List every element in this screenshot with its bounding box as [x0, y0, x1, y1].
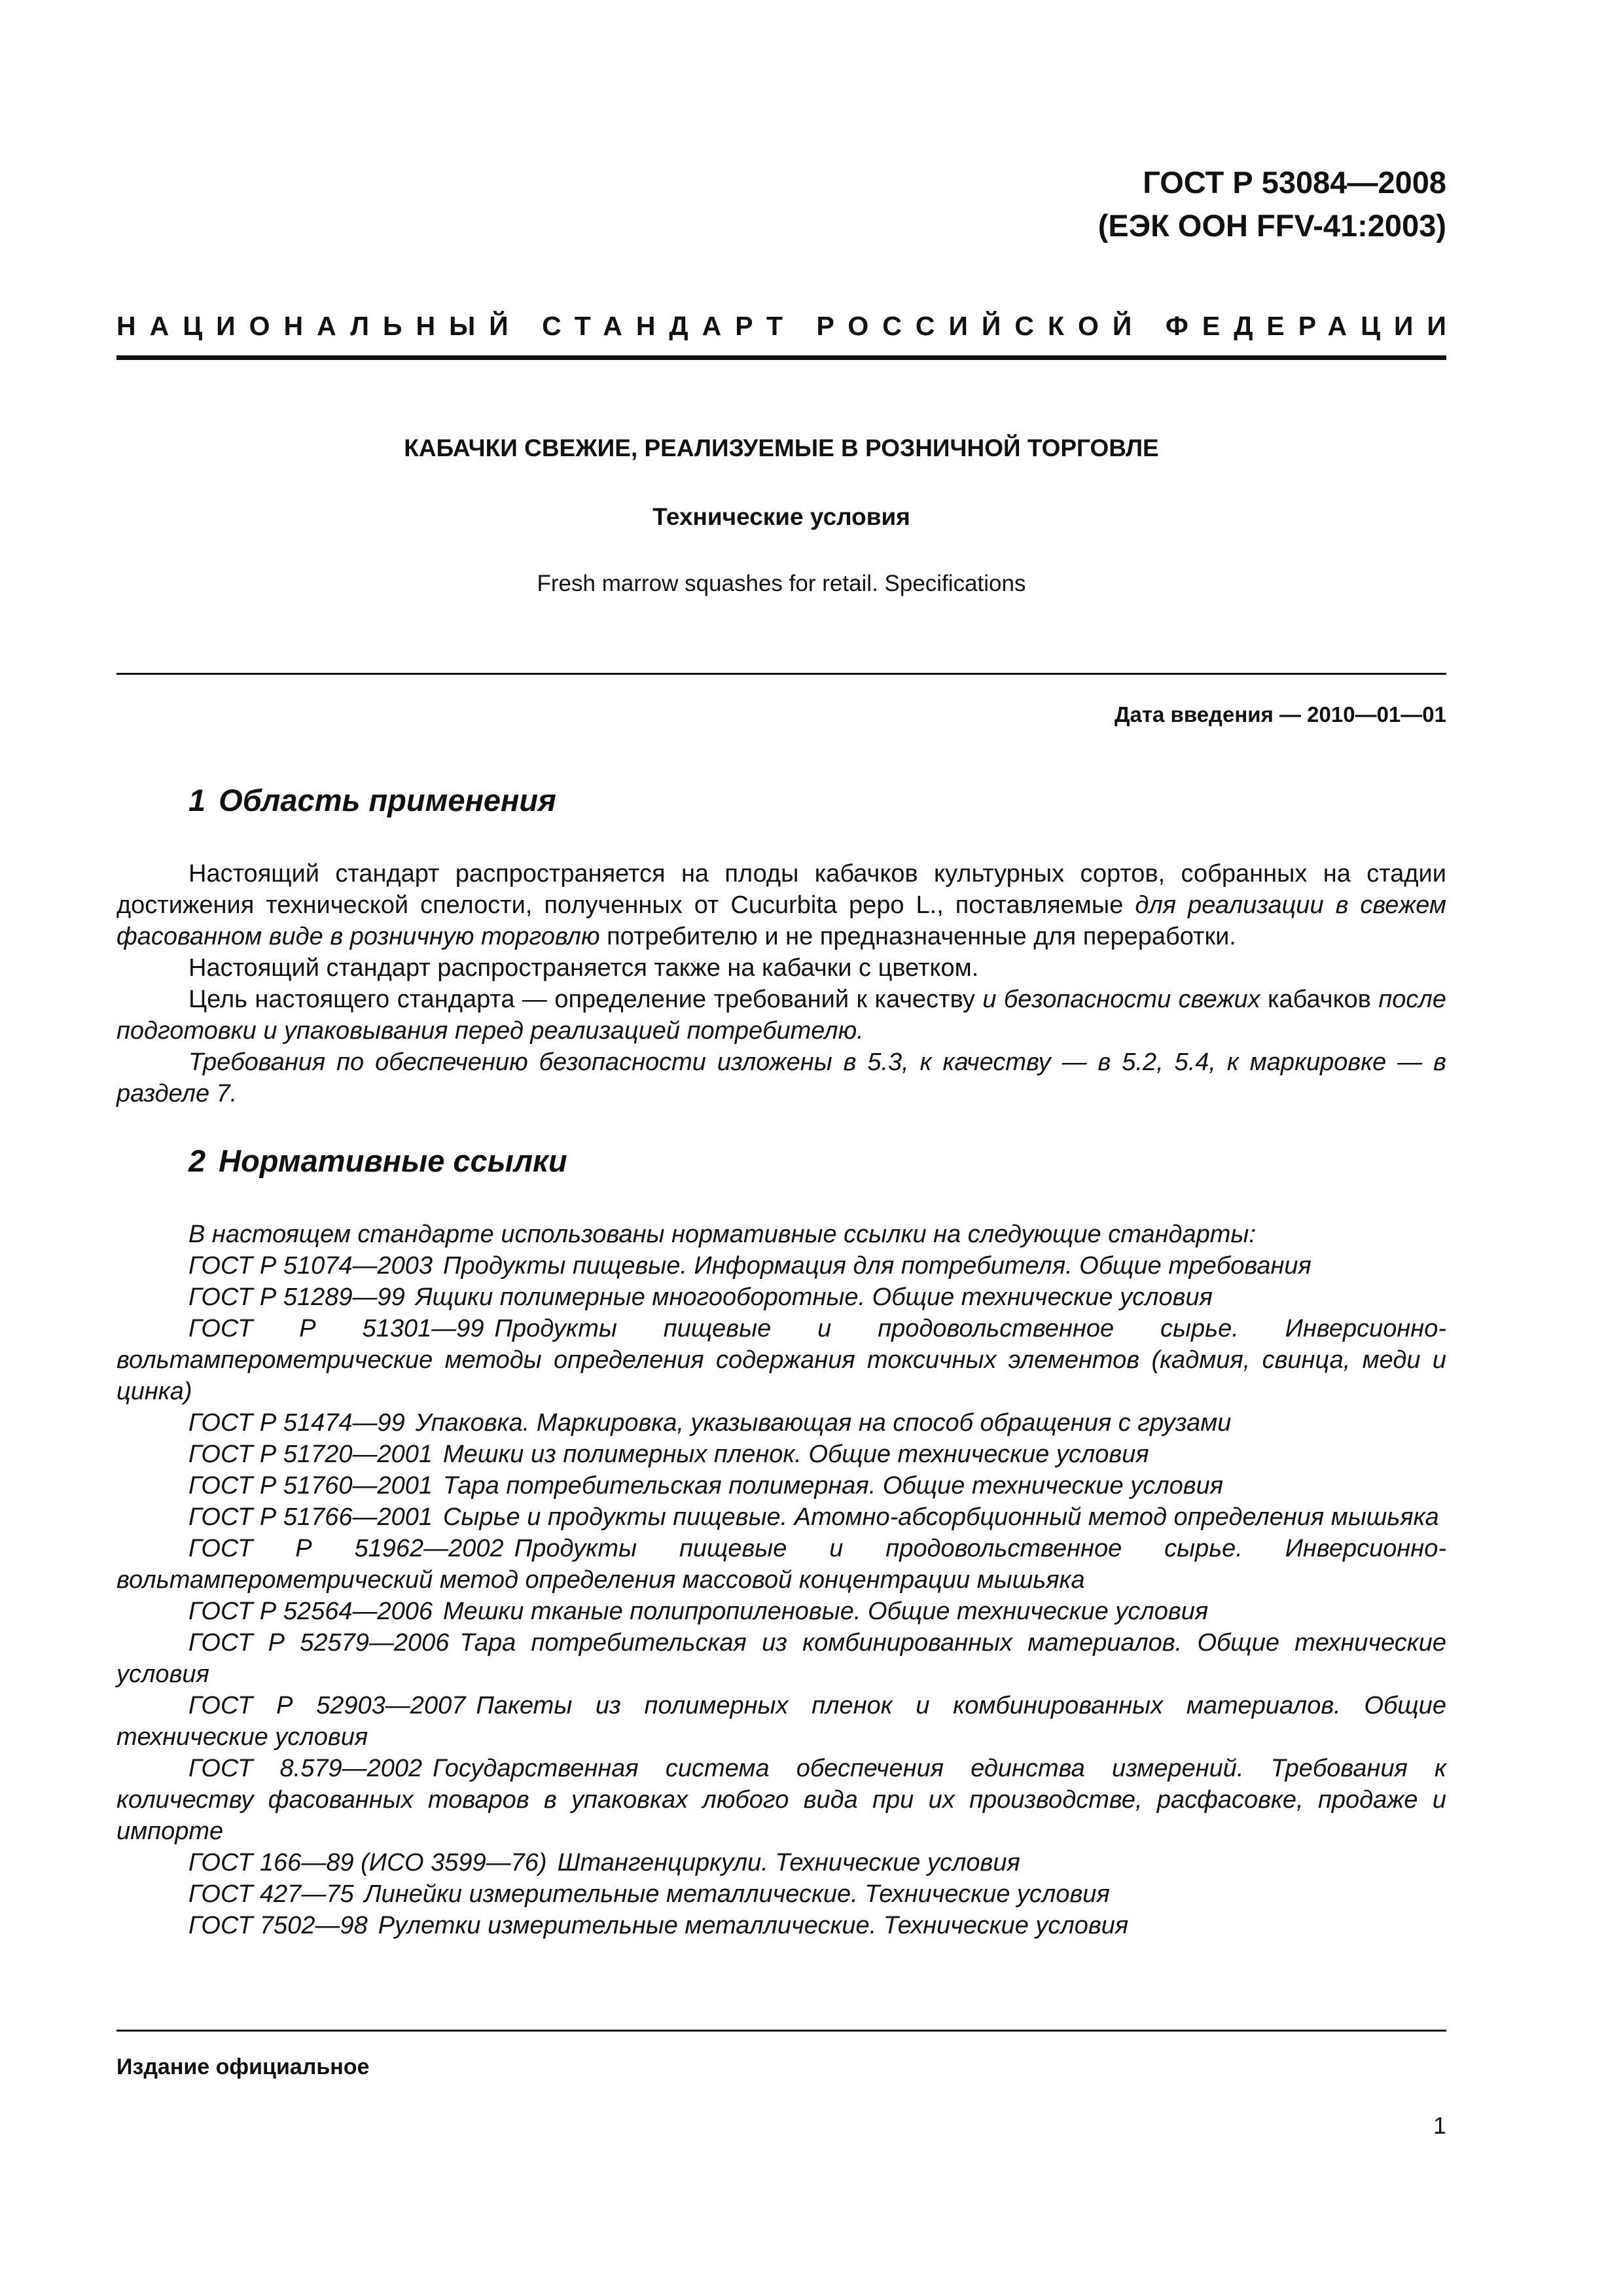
text-run: потребителю и не предназначенные для переработки.	[599, 923, 1236, 950]
reference-title: Государственная система обеспечения единства измерений. Требования к количеству фасованных товаров в упаковках любого вида при их производстве, расфасовке, продаже и импорте	[116, 1755, 1447, 1845]
reference-code: ГОСТ Р 51289—99	[188, 1283, 405, 1311]
page-number: 1	[1433, 2112, 1446, 2139]
reference-item	[116, 1878, 1446, 1910]
reference-code: ГОСТ Р 52579—2006	[188, 1629, 450, 1657]
reference-code: ГОСТ Р 51962—2002	[188, 1535, 504, 1562]
reference-code: ГОСТ Р 52903—2007	[188, 1692, 466, 1719]
reference-title: Упаковка. Маркировка, указывающая на способ обращения с грузами	[415, 1409, 1232, 1437]
reference-title: Продукты пищевые. Информация для потребителя. Общие требования	[443, 1252, 1311, 1280]
paragraph	[116, 984, 1446, 1047]
reference-item	[116, 1690, 1446, 1753]
gost-designation	[1098, 161, 1446, 247]
gost-number: ГОСТ Р 53084—2008	[1143, 165, 1446, 200]
reference-title: Продукты пищевые и продовольственное сырье. Инверсионно-вольтамперометрический метод определения массовой концентрации мышьяка	[116, 1535, 1446, 1594]
reference-item	[116, 1439, 1446, 1470]
reference-item	[116, 1533, 1446, 1596]
text-run-italic: и безопасности свежих	[982, 986, 1260, 1013]
reference-code: ГОСТ Р 51766—2001	[188, 1503, 433, 1531]
banner-word: РОССИЙСКОЙ	[816, 310, 1146, 341]
paragraph: Требования по обеспечению безопасности изложены в 5.3, к качеству — в 5.2, 5.4, к маркировке — в разделе 7.	[116, 1049, 1446, 1107]
reference-code: ГОСТ Р 51474—99	[188, 1409, 405, 1437]
reference-code: ГОСТ 427—75	[188, 1880, 354, 1908]
title-divider	[116, 673, 1446, 675]
reference-title: Ящики полимерные многооборотные. Общие технические условия	[415, 1283, 1213, 1311]
text-run: Настоящий стандарт распространяется на плоды кабачков культурных сортов, собранных на стадии достижения технической спелости, полученных от Cucurbita pepo L., поставляемые	[116, 860, 1446, 919]
reference-code: ГОСТ 7502—98	[188, 1912, 368, 1939]
banner-word: НАЦИОНАЛЬНЫЙ	[116, 310, 522, 341]
banner-word: ФЕДЕРАЦИИ	[1165, 310, 1460, 341]
reference-item	[116, 1282, 1446, 1313]
reference-title: Пакеты из полимерных пленок и комбинированных материалов. Общие технические условия	[116, 1692, 1446, 1751]
reference-code: ГОСТ 8.579—2002	[188, 1755, 423, 1782]
reference-title: Мешки из полимерных пленок. Общие технические условия	[443, 1441, 1149, 1468]
reference-title: Тара потребительская из комбинированных материалов. Общие технические условия	[116, 1629, 1446, 1688]
reference-code: ГОСТ Р 51074—2003	[188, 1252, 433, 1280]
reference-item	[116, 1627, 1446, 1690]
reference-code: ГОСТ 166—89 (ИСО 3599—76)	[188, 1849, 547, 1876]
document-subtitle: Технические условия	[652, 503, 910, 530]
section-title: Нормативные ссылки	[219, 1143, 567, 1178]
official-edition-label: Издание официальное	[116, 2054, 370, 2079]
section-number: 1	[188, 783, 206, 817]
section-normative-references	[116, 1143, 1446, 1941]
reference-item	[116, 1313, 1446, 1407]
text-run: Цель настоящего стандарта — определение требований к качеству	[188, 986, 983, 1013]
reference-code: ГОСТ Р 51760—2001	[188, 1472, 433, 1499]
header-divider	[116, 355, 1446, 360]
reference-item	[116, 1847, 1446, 1878]
reference-item	[116, 1407, 1446, 1439]
reference-title: Линейки измерительные металлические. Технические условия	[364, 1880, 1110, 1908]
reference-title: Рулетки измерительные металлические. Технические условия	[378, 1912, 1129, 1939]
text-run-italic: для реализации в свежем фасованном виде в розничную торговлю	[116, 891, 1447, 950]
reference-item	[116, 1910, 1446, 1941]
national-standard-banner	[116, 306, 1460, 346]
section-heading	[188, 1143, 1446, 1179]
document-title-english: Fresh marrow squashes for retail. Specifications	[537, 571, 1026, 596]
paragraph: Настоящий стандарт распространяется также на кабачки с цветком.	[188, 954, 979, 982]
section-heading	[188, 782, 1446, 819]
reference-code: ГОСТ Р 52564—2006	[188, 1598, 433, 1625]
text-run: кабачков	[1260, 986, 1379, 1013]
reference-item	[116, 1470, 1446, 1501]
gost-equivalent: (ЕЭК ООН FFV-41:2003)	[1097, 208, 1446, 243]
introduction-date: Дата введения — 2010—01—01	[1115, 702, 1446, 726]
text-run-italic: после подготовки и упаковывания перед реализацией потребителю.	[116, 986, 1446, 1045]
reference-title: Штангенциркули. Технические условия	[557, 1849, 1020, 1876]
section-title: Область применения	[219, 783, 556, 817]
paragraph	[116, 858, 1446, 952]
reference-title: Сырье и продукты пищевые. Атомно-абсорбционный метод определения мышьяка	[443, 1503, 1439, 1531]
section-number: 2	[188, 1143, 206, 1178]
reference-code: ГОСТ Р 51720—2001	[188, 1441, 433, 1468]
reference-item	[116, 1596, 1446, 1627]
references-intro: В настоящем стандарте использованы нормативные ссылки на следующие стандарты:	[188, 1221, 1256, 1248]
banner-word: СТАНДАРТ	[542, 310, 797, 341]
reference-title: Тара потребительская полимерная. Общие технические условия	[443, 1472, 1224, 1499]
reference-item	[116, 1250, 1446, 1282]
reference-item	[116, 1753, 1446, 1847]
reference-item	[116, 1501, 1446, 1533]
reference-title: Продукты пищевые и продовольственное сырье. Инверсионно-вольтамперометрические методы определения содержания токсичных элементов (кадмия, свинца, меди и цинка)	[116, 1315, 1446, 1405]
footer-divider	[116, 2030, 1446, 2032]
document-title: КАБАЧКИ СВЕЖИЕ, РЕАЛИЗУЕМЫЕ В РОЗНИЧНОЙ ТОРГОВЛЕ	[404, 435, 1159, 461]
section-scope	[116, 782, 1446, 1109]
reference-title: Мешки тканые полипропиленовые. Общие технические условия	[443, 1598, 1209, 1625]
reference-list	[116, 1250, 1446, 1941]
reference-code: ГОСТ Р 51301—99	[188, 1315, 484, 1342]
